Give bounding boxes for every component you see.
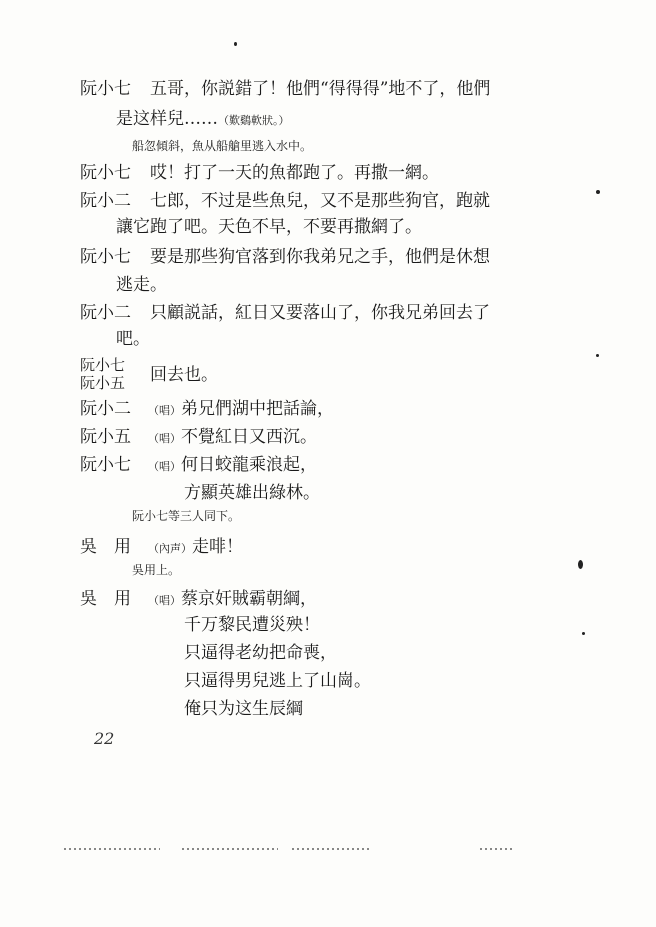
dialogue-line xyxy=(116,108,290,132)
scan-dots xyxy=(64,848,160,850)
dialogue-line: 七郎，不过是些魚兒，又不是那些狗官，跑就 xyxy=(150,191,490,211)
song-text: 弟兄們湖中把話論， xyxy=(181,399,334,419)
song-line: 只逼得老幼把命喪， xyxy=(184,643,337,663)
scan-speck xyxy=(578,560,583,569)
speaker-label: 吳 用 xyxy=(80,589,131,609)
song-line: 只逼得男兒逃上了山崗。 xyxy=(184,671,371,691)
dialogue-line: 讓它跑了吧。天色不早，不要再撒網了。 xyxy=(116,217,422,237)
dialogue-text: 走啡！ xyxy=(192,537,243,557)
song-line xyxy=(148,588,317,612)
scan-dots xyxy=(480,848,514,850)
song-line xyxy=(148,454,317,478)
stage-note: （歎鷄軟狀。） xyxy=(218,114,290,127)
stage-direction: 阮小七等三人同下。 xyxy=(132,509,241,523)
sing-marker: （唱） xyxy=(148,432,181,445)
speaker-label: 阮小七 xyxy=(80,247,131,267)
dialogue-line xyxy=(148,536,243,560)
sing-marker: （內声） xyxy=(148,542,192,555)
song-line: 俺只为这生辰綱 xyxy=(184,699,303,719)
scan-speck xyxy=(596,190,600,194)
dialogue-line: 要是那些狗官落到你我弟兄之手，他們是休想 xyxy=(150,247,490,267)
dialogue-line: 回去也。 xyxy=(150,365,218,385)
speaker-label: 吳 用 xyxy=(80,537,131,557)
scan-dots xyxy=(182,848,278,850)
dialogue-line: 逃走。 xyxy=(116,275,167,295)
stage-direction: 船忽傾斜，魚从船艙里逃入水中。 xyxy=(132,139,313,153)
speaker-pair xyxy=(80,356,125,392)
page-number: 22 xyxy=(94,729,115,748)
speaker-label: 阮小七 xyxy=(80,455,131,475)
dialogue-line-text: 是这样兒…… xyxy=(116,109,218,129)
song-text: 何日蛟龍乘浪起， xyxy=(181,455,317,475)
speaker-label: 阮小二 xyxy=(80,191,131,211)
dialogue-line: 五哥，你説錯了！他們“得得得”地不了，他們 xyxy=(150,79,491,99)
speaker-label: 阮小五 xyxy=(80,374,126,392)
sing-marker: （唱） xyxy=(148,594,181,607)
song-line: 方顯英雄出綠林。 xyxy=(184,483,320,503)
dialogue-line: 只顧説話，紅日又要落山了，你我兄弟回去了 xyxy=(150,303,490,323)
scan-speck xyxy=(582,632,585,635)
scan-dots xyxy=(292,848,372,850)
scan-speck xyxy=(234,42,237,46)
speaker-label: 阮小二 xyxy=(80,399,131,419)
song-line: 千万黎民遭災殃！ xyxy=(184,615,320,635)
sing-marker: （唱） xyxy=(148,404,181,417)
song-line xyxy=(148,426,317,450)
dialogue-line: 哎！打了一天的魚都跑了。再撒一網。 xyxy=(150,163,439,183)
stage-direction: 吳用上。 xyxy=(132,563,181,577)
sing-marker: （唱） xyxy=(148,460,181,473)
speaker-label: 阮小二 xyxy=(80,303,131,323)
song-text: 蔡京奸賊霸朝綱， xyxy=(181,589,317,609)
scan-speck xyxy=(596,354,599,357)
song-line xyxy=(148,398,334,422)
speaker-label: 阮小五 xyxy=(80,427,131,447)
speaker-label: 阮小七 xyxy=(80,163,131,183)
song-text: 不覺紅日又西沉。 xyxy=(181,427,317,447)
speaker-label: 阮小七 xyxy=(80,79,131,99)
speaker-label: 阮小七 xyxy=(80,356,126,374)
dialogue-line: 吧。 xyxy=(116,329,150,349)
